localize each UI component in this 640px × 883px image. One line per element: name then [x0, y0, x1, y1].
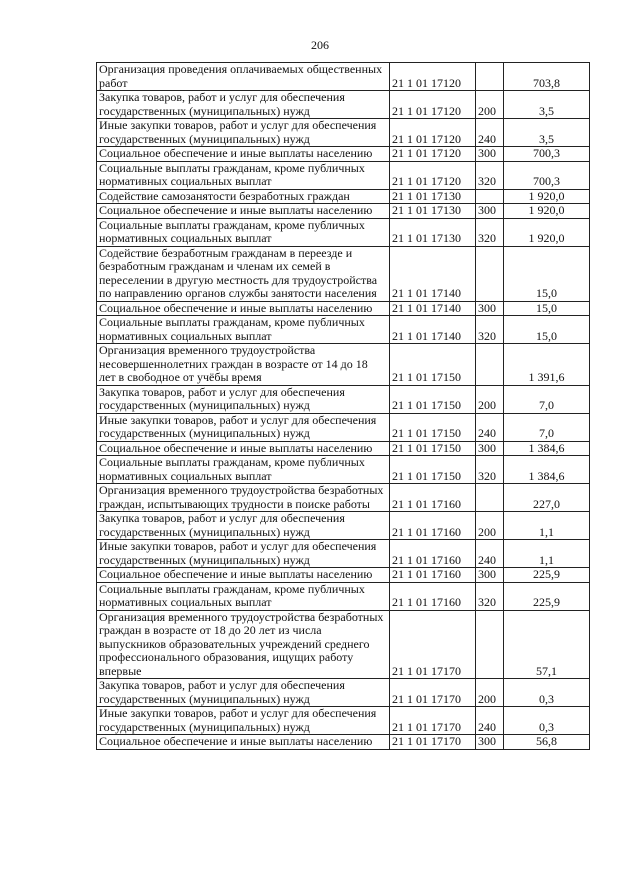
row-amount: 1,1: [504, 512, 590, 540]
row-amount: 15,0: [504, 316, 590, 344]
table-row: [97, 540, 590, 568]
row-code: 21 1 01 17120: [390, 91, 476, 119]
row-amount: 1 384,6: [504, 441, 590, 456]
table-row: [97, 512, 590, 540]
row-code: 21 1 01 17160: [390, 540, 476, 568]
row-name: Социальное обеспечение и иные выплаты населению: [97, 568, 390, 583]
row-name: Организация проведения оплачиваемых общественных работ: [97, 63, 390, 91]
row-name: Социальные выплаты гражданам, кроме публичных нормативных социальных выплат: [97, 161, 390, 189]
row-amount: 1 920,0: [504, 204, 590, 219]
row-expense-type: 240: [476, 413, 504, 441]
row-expense-type: 300: [476, 568, 504, 583]
row-name: Организация временного трудоустройства несовершеннолетних граждан в возрасте от 14 до 18 лет в свободное от учёбы время: [97, 344, 390, 386]
row-expense-type: [476, 246, 504, 301]
table-row: [97, 385, 590, 413]
table-row: [97, 91, 590, 119]
table-row: [97, 610, 590, 679]
table-row: [97, 568, 590, 583]
row-name: Содействие самозанятости безработных граждан: [97, 189, 390, 204]
table-row: [97, 119, 590, 147]
row-expense-type: 300: [476, 147, 504, 162]
row-expense-type: [476, 610, 504, 679]
table-row: [97, 413, 590, 441]
row-code: 21 1 01 17160: [390, 582, 476, 610]
row-name: Закупка товаров, работ и услуг для обеспечения государственных (муниципальных) нужд: [97, 512, 390, 540]
table-row: [97, 441, 590, 456]
row-amount: 225,9: [504, 582, 590, 610]
table-row: [97, 707, 590, 735]
row-code: 21 1 01 17150: [390, 456, 476, 484]
row-name: Социальное обеспечение и иные выплаты населению: [97, 301, 390, 316]
row-amount: 0,3: [504, 707, 590, 735]
row-expense-type: 300: [476, 735, 504, 750]
row-expense-type: 240: [476, 119, 504, 147]
row-amount: 1 384,6: [504, 456, 590, 484]
row-code: 21 1 01 17160: [390, 568, 476, 583]
row-amount: 7,0: [504, 385, 590, 413]
table-row: [97, 246, 590, 301]
row-code: 21 1 01 17170: [390, 735, 476, 750]
row-amount: 15,0: [504, 301, 590, 316]
row-name: Иные закупки товаров, работ и услуг для обеспечения государственных (муниципальных) нужд: [97, 413, 390, 441]
row-name: Социальные выплаты гражданам, кроме публичных нормативных социальных выплат: [97, 218, 390, 246]
table-row: [97, 301, 590, 316]
row-amount: 1 920,0: [504, 218, 590, 246]
row-code: 21 1 01 17170: [390, 707, 476, 735]
row-name: Социальное обеспечение и иные выплаты населению: [97, 441, 390, 456]
row-expense-type: 200: [476, 679, 504, 707]
row-code: 21 1 01 17120: [390, 119, 476, 147]
row-expense-type: 320: [476, 161, 504, 189]
table-body: [97, 63, 590, 750]
table-row: [97, 147, 590, 162]
row-amount: 1,1: [504, 540, 590, 568]
row-expense-type: 240: [476, 707, 504, 735]
row-name: Социальное обеспечение и иные выплаты населению: [97, 204, 390, 219]
table-row: [97, 218, 590, 246]
table-row: [97, 161, 590, 189]
row-amount: 57,1: [504, 610, 590, 679]
row-expense-type: 300: [476, 301, 504, 316]
row-amount: 703,8: [504, 63, 590, 91]
row-code: 21 1 01 17120: [390, 147, 476, 162]
row-amount: 3,5: [504, 119, 590, 147]
row-amount: 15,0: [504, 246, 590, 301]
row-name: Организация временного трудоустройства безработных граждан в возрасте от 18 до 20 лет из числа выпускников образовательных учреждений среднего профессионального образования, ищущих работу впервые: [97, 610, 390, 679]
table-row: [97, 189, 590, 204]
row-expense-type: [476, 189, 504, 204]
row-name: Иные закупки товаров, работ и услуг для обеспечения государственных (муниципальных) нужд: [97, 540, 390, 568]
row-code: 21 1 01 17150: [390, 344, 476, 386]
table-row: [97, 679, 590, 707]
row-code: 21 1 01 17120: [390, 63, 476, 91]
row-name: Социальное обеспечение и иные выплаты населению: [97, 735, 390, 750]
row-name: Социальные выплаты гражданам, кроме публичных нормативных социальных выплат: [97, 456, 390, 484]
row-expense-type: 300: [476, 204, 504, 219]
row-expense-type: [476, 344, 504, 386]
row-amount: 3,5: [504, 91, 590, 119]
row-code: 21 1 01 17160: [390, 512, 476, 540]
row-name: Социальные выплаты гражданам, кроме публичных нормативных социальных выплат: [97, 316, 390, 344]
table-row: [97, 484, 590, 512]
row-name: Закупка товаров, работ и услуг для обеспечения государственных (муниципальных) нужд: [97, 91, 390, 119]
row-expense-type: 200: [476, 91, 504, 119]
row-amount: 700,3: [504, 161, 590, 189]
row-expense-type: 320: [476, 218, 504, 246]
row-name: Закупка товаров, работ и услуг для обеспечения государственных (муниципальных) нужд: [97, 679, 390, 707]
row-code: 21 1 01 17150: [390, 413, 476, 441]
row-name: Содействие безработным гражданам в переезде и безработным гражданам и членам их семей в переселении в другую местность для трудоустройства по направлению органов службы занятости населения: [97, 246, 390, 301]
row-code: 21 1 01 17170: [390, 679, 476, 707]
row-name: Иные закупки товаров, работ и услуг для обеспечения государственных (муниципальных) нужд: [97, 707, 390, 735]
page-number: 206: [311, 38, 329, 52]
table-row: [97, 204, 590, 219]
row-name: Закупка товаров, работ и услуг для обеспечения государственных (муниципальных) нужд: [97, 385, 390, 413]
row-amount: 56,8: [504, 735, 590, 750]
row-amount: 1 391,6: [504, 344, 590, 386]
row-expense-type: 200: [476, 385, 504, 413]
table-row: [97, 456, 590, 484]
row-expense-type: 320: [476, 456, 504, 484]
row-expense-type: 240: [476, 540, 504, 568]
row-code: 21 1 01 17130: [390, 189, 476, 204]
row-expense-type: [476, 63, 504, 91]
row-code: 21 1 01 17120: [390, 161, 476, 189]
row-code: 21 1 01 17140: [390, 301, 476, 316]
table-row: [97, 344, 590, 386]
row-expense-type: 320: [476, 316, 504, 344]
row-code: 21 1 01 17150: [390, 385, 476, 413]
table-row: [97, 735, 590, 750]
row-code: 21 1 01 17130: [390, 218, 476, 246]
row-code: 21 1 01 17160: [390, 484, 476, 512]
table-row: [97, 316, 590, 344]
row-name: Социальное обеспечение и иные выплаты населению: [97, 147, 390, 162]
row-amount: 700,3: [504, 147, 590, 162]
row-name: Организация временного трудоустройства безработных граждан, испытывающих трудности в поиске работы: [97, 484, 390, 512]
row-amount: 1 920,0: [504, 189, 590, 204]
row-expense-type: 300: [476, 441, 504, 456]
row-code: 21 1 01 17170: [390, 610, 476, 679]
row-expense-type: [476, 484, 504, 512]
row-code: 21 1 01 17140: [390, 316, 476, 344]
row-code: 21 1 01 17130: [390, 204, 476, 219]
table-row: [97, 63, 590, 91]
row-expense-type: 320: [476, 582, 504, 610]
row-expense-type: 200: [476, 512, 504, 540]
budget-table: [96, 62, 590, 750]
row-amount: 0,3: [504, 679, 590, 707]
row-code: 21 1 01 17140: [390, 246, 476, 301]
row-amount: 225,9: [504, 568, 590, 583]
row-name: Социальные выплаты гражданам, кроме публичных нормативных социальных выплат: [97, 582, 390, 610]
row-name: Иные закупки товаров, работ и услуг для обеспечения государственных (муниципальных) нужд: [97, 119, 390, 147]
row-amount: 7,0: [504, 413, 590, 441]
row-amount: 227,0: [504, 484, 590, 512]
row-code: 21 1 01 17150: [390, 441, 476, 456]
table-row: [97, 582, 590, 610]
